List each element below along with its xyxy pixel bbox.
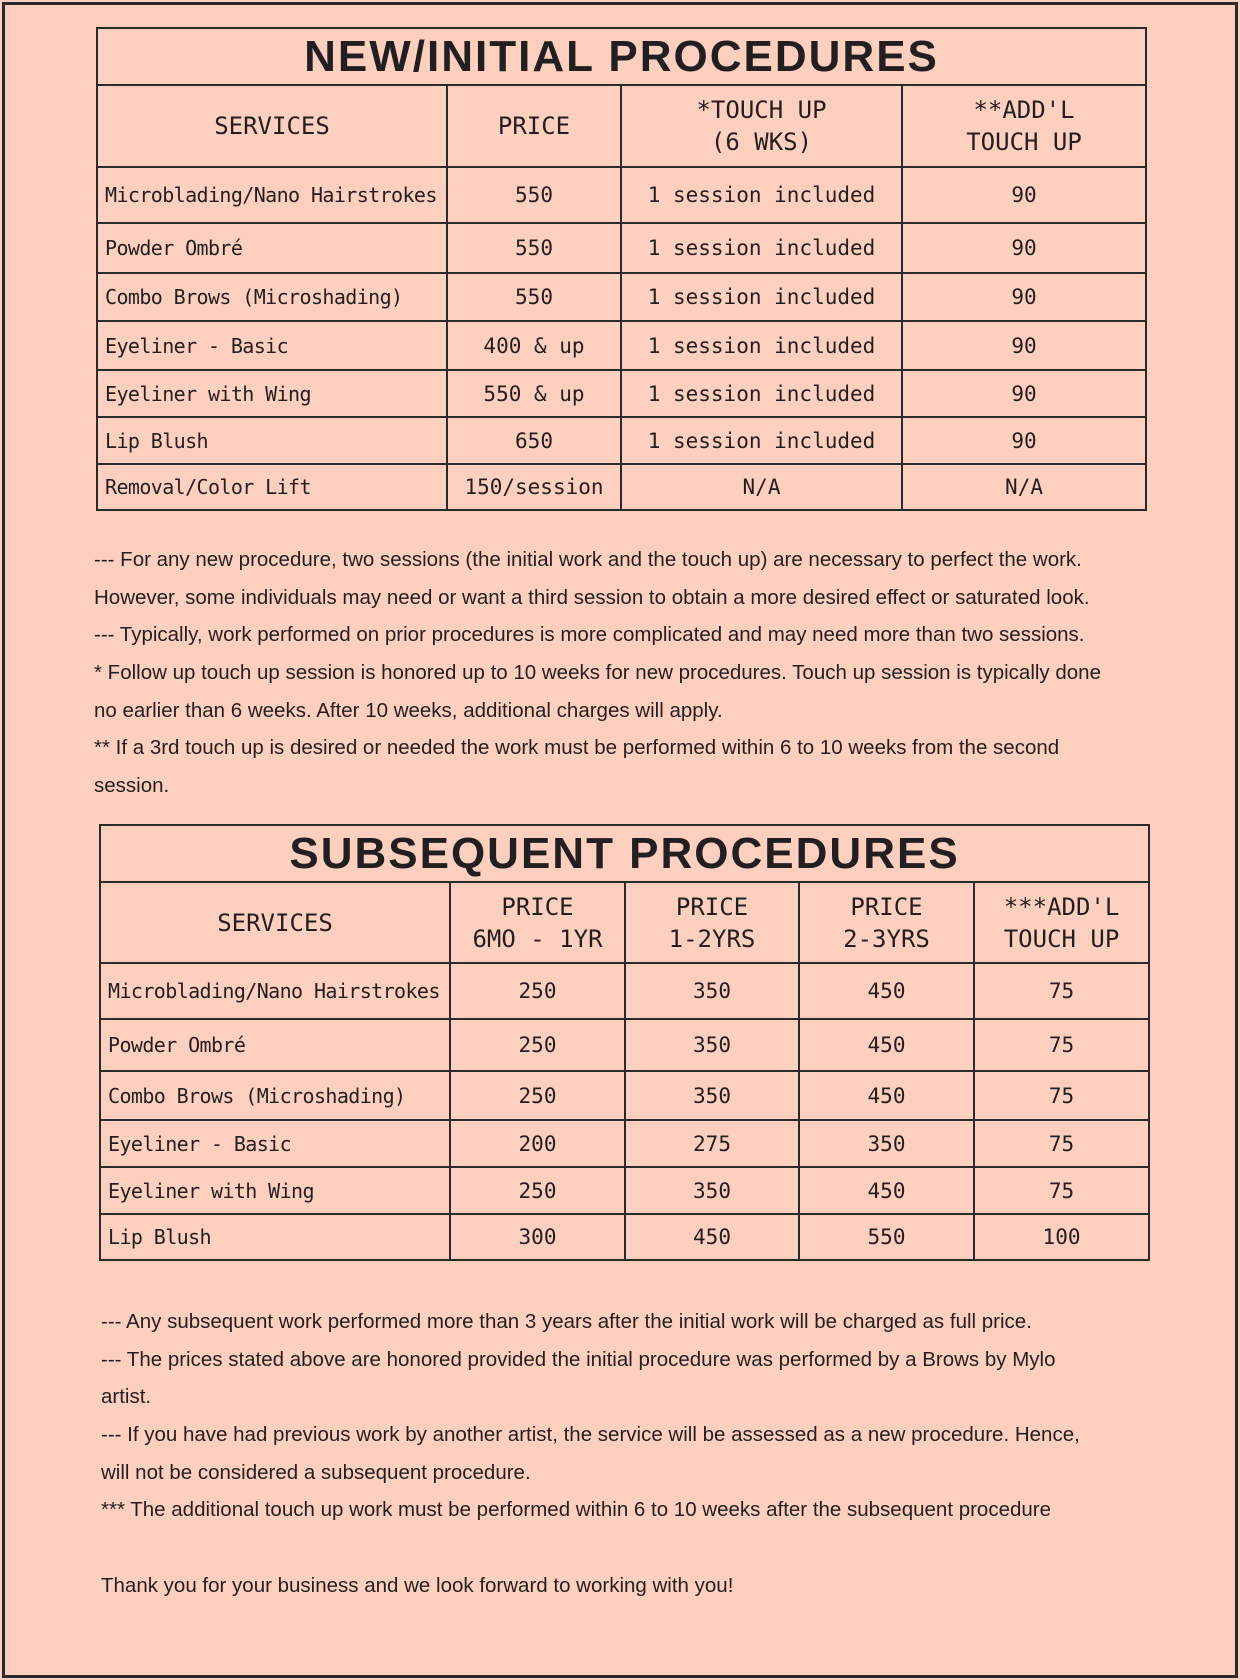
price-cell: 1 session included (621, 417, 902, 464)
subsequent-procedures-table (99, 824, 1150, 1261)
price-cell: 90 (902, 370, 1146, 417)
price-cell: 550 & up (447, 370, 621, 417)
price-cell: 450 (799, 1071, 974, 1120)
price-cell: 75 (974, 1071, 1149, 1120)
price-cell: 350 (625, 1019, 799, 1071)
price-cell: 550 (447, 167, 621, 223)
column-header (799, 882, 974, 963)
price-cell: N/A (621, 464, 902, 510)
note-line: However, some individuals may need or want a third session to obtain a more desired effect or saturated look. (94, 585, 1090, 609)
service-name: Eyeliner with Wing (97, 370, 447, 417)
price-cell: 1 session included (621, 167, 902, 223)
price-cell: 550 (447, 223, 621, 273)
column-header-line: (6 WKS) (710, 128, 813, 156)
price-cell: 200 (450, 1120, 625, 1167)
table-row (100, 1120, 1149, 1167)
price-cell: 90 (902, 321, 1146, 370)
price-cell: 90 (902, 417, 1146, 464)
subsequent-procedures-notes (101, 1303, 1080, 1605)
table-row (100, 1167, 1149, 1214)
column-header-line: *TOUCH UP (696, 96, 827, 124)
service-name: Powder Ombré (97, 223, 447, 273)
price-cell: 250 (450, 963, 625, 1019)
service-name: Combo Brows (Microshading) (97, 273, 447, 321)
service-name: Combo Brows (Microshading) (100, 1071, 450, 1120)
column-header-line: TOUCH UP (966, 128, 1082, 156)
price-cell: 75 (974, 963, 1149, 1019)
service-name: Lip Blush (100, 1214, 450, 1260)
column-header (902, 85, 1146, 167)
column-header (97, 85, 447, 167)
table-row (97, 464, 1146, 510)
price-cell: 1 session included (621, 370, 902, 417)
price-cell: 100 (974, 1214, 1149, 1260)
service-name: Removal/Color Lift (97, 464, 447, 510)
table-row (97, 417, 1146, 464)
price-cell: 1 session included (621, 321, 902, 370)
service-name: Powder Ombré (100, 1019, 450, 1071)
note-line: --- Any subsequent work performed more than 3 years after the initial work will be charged as full price. (101, 1310, 1032, 1333)
table-row (97, 167, 1146, 223)
column-header (974, 882, 1149, 963)
column-header-line: 1-2YRS (668, 924, 756, 953)
column-header-line: SERVICES (217, 908, 333, 937)
price-cell: N/A (902, 464, 1146, 510)
note-line: no earlier than 6 weeks. After 10 weeks, additional charges will apply. (94, 698, 723, 722)
price-cell: 75 (974, 1167, 1149, 1214)
note-line: Thank you for your business and we look forward to working with you! (101, 1573, 734, 1597)
note-line: will not be considered a subsequent procedure. (101, 1460, 531, 1484)
new-procedures-notes (94, 541, 1101, 805)
service-name: Eyeliner with Wing (100, 1167, 450, 1214)
price-cell: 1 session included (621, 273, 902, 321)
service-name: Microblading/Nano Hairstrokes (97, 167, 447, 223)
column-header (100, 882, 450, 963)
column-header-line: ***ADD'L (1003, 892, 1120, 921)
column-header (625, 882, 799, 963)
price-cell: 90 (902, 273, 1146, 321)
column-header-line: PRICE (850, 892, 923, 921)
new-procedures-table (96, 27, 1147, 511)
price-cell: 400 & up (447, 321, 621, 370)
column-header (447, 85, 621, 167)
price-cell: 75 (974, 1019, 1149, 1071)
note-line: artist. (101, 1385, 152, 1409)
note-line: --- The prices stated above are honored provided the initial procedure was performed by a Brows by Mylo (101, 1347, 1056, 1371)
price-cell: 90 (902, 223, 1146, 273)
price-cell: 300 (450, 1214, 625, 1260)
price-cell: 650 (447, 417, 621, 464)
price-cell: 550 (447, 273, 621, 321)
new-procedures-title: NEW/INITIAL PROCEDURES (97, 28, 1146, 85)
column-header (621, 85, 902, 167)
price-cell: 250 (450, 1019, 625, 1071)
price-cell: 350 (625, 1071, 799, 1120)
price-cell: 450 (625, 1214, 799, 1260)
table-row (97, 223, 1146, 273)
note-line: --- For any new procedure, two sessions (the initial work and the touch up) are necessary to perfect the work. (94, 548, 1082, 571)
service-name: Microblading/Nano Hairstrokes (100, 963, 450, 1019)
price-cell: 350 (799, 1120, 974, 1167)
column-header (450, 882, 625, 963)
price-cell: 275 (625, 1120, 799, 1167)
price-cell: 350 (625, 963, 799, 1019)
note-line: * Follow up touch up session is honored up to 10 weeks for new procedures. Touch up session is typically done (94, 661, 1101, 685)
price-cell: 450 (799, 1167, 974, 1214)
column-header-line: TOUCH UP (1003, 924, 1120, 953)
price-cell: 75 (974, 1120, 1149, 1167)
note-line: session. (94, 774, 170, 798)
note-line (101, 1529, 1080, 1567)
column-header-line: 6MO - 1YR (472, 924, 603, 953)
column-header-line: PRICE (501, 892, 574, 921)
price-cell: 90 (902, 167, 1146, 223)
service-name: Eyeliner - Basic (100, 1120, 450, 1167)
note-line: --- If you have had previous work by another artist, the service will be assessed as a new procedure. Hence, (101, 1423, 1080, 1447)
table-row (97, 273, 1146, 321)
column-header-line: **ADD'L (973, 96, 1075, 124)
price-cell: 150/session (447, 464, 621, 510)
column-header-line: 2-3YRS (843, 924, 930, 953)
service-name: Lip Blush (97, 417, 447, 464)
note-line: ** If a 3rd touch up is desired or needed the work must be performed within 6 to 10 weeks from the second (94, 736, 1060, 760)
table-row (100, 963, 1149, 1019)
column-header-line: PRICE (497, 112, 571, 140)
table-row (100, 1071, 1149, 1120)
price-cell: 1 session included (621, 223, 902, 273)
column-header-line: PRICE (675, 892, 749, 921)
note-line: --- Typically, work performed on prior procedures is more complicated and may need more than two sessions. (94, 623, 1085, 647)
table-row (97, 321, 1146, 370)
price-cell: 550 (799, 1214, 974, 1260)
header-row (100, 882, 1149, 963)
subsequent-procedures-title: SUBSEQUENT PROCEDURES (100, 825, 1149, 882)
price-cell: 450 (799, 963, 974, 1019)
service-name: Eyeliner - Basic (97, 321, 447, 370)
table-row (100, 1214, 1149, 1260)
table-row (97, 370, 1146, 417)
header-row (97, 85, 1146, 167)
price-cell: 450 (799, 1019, 974, 1071)
price-cell: 350 (625, 1167, 799, 1214)
column-header-line: SERVICES (214, 112, 330, 140)
price-cell: 250 (450, 1167, 625, 1214)
note-line: *** The additional touch up work must be performed within 6 to 10 weeks after the subsequent procedure (101, 1498, 1052, 1522)
price-cell: 250 (450, 1071, 625, 1120)
table-row (100, 1019, 1149, 1071)
